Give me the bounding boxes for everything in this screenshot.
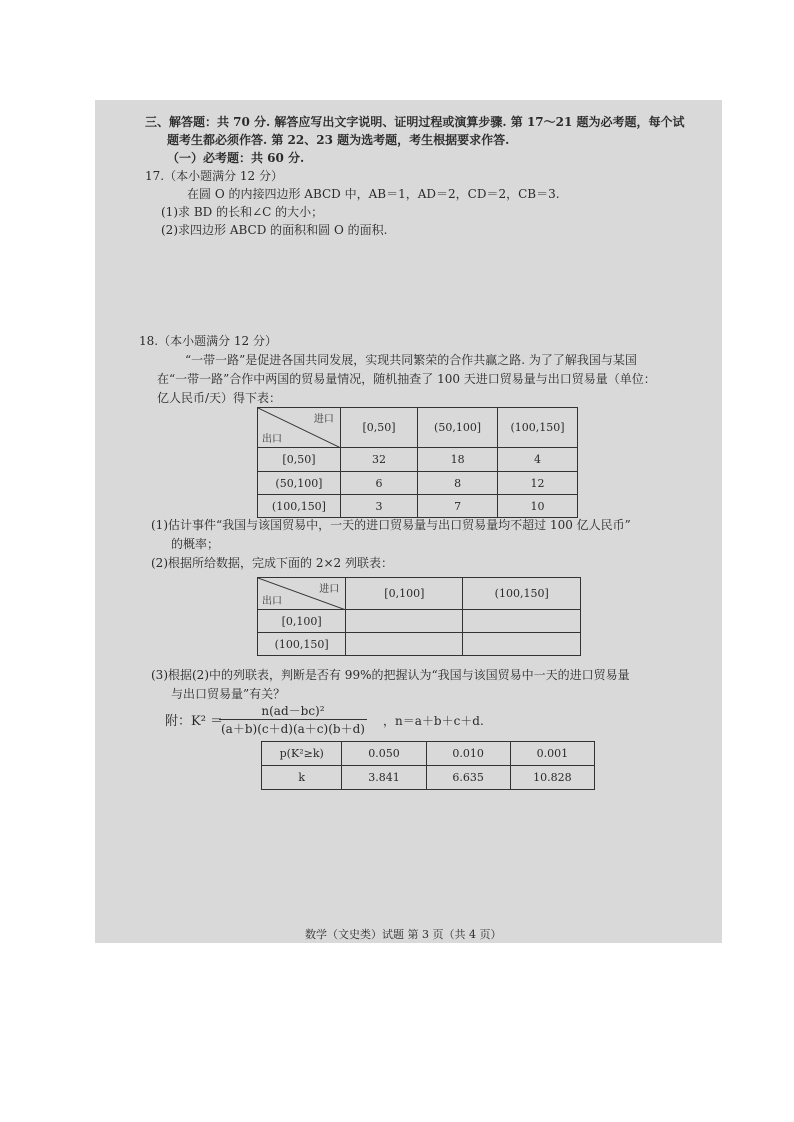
q17-part2: (2)求四边形 ABCD 的面积和圆 O 的面积.: [161, 223, 388, 237]
q18-part3-line1: (3)根据(2)中的列联表，判断是否有 99%的把握认为“我国与该国贸易中一天的进口贸易量: [151, 668, 630, 682]
table-row: [258, 472, 578, 495]
table1-row-label: [0,50]: [258, 448, 341, 472]
page-footer: 数学（文史类）试题 第 3 页（共 4 页）: [305, 928, 502, 941]
table3-cell: 0.010: [426, 742, 510, 766]
q17-stem: 在圆 O 的内接四边形 ABCD 中，AB＝1，AD＝2，CD＝2，CB＝3.: [187, 187, 560, 201]
exam-page: [95, 100, 722, 943]
required-subheading: （一）必考题：共 60 分.: [167, 151, 305, 165]
table2-blank-cell: [346, 610, 463, 633]
trade-volume-table: [257, 407, 578, 518]
table1-cell: 7: [418, 495, 498, 518]
formula-suffix: ，n＝a＋b＋c＋d.: [383, 714, 484, 728]
q18-part2: (2)根据所给数据，完成下面的 2×2 列联表：: [151, 556, 393, 570]
table2-blank-cell: [463, 633, 581, 656]
q18-part1-line1: (1)估计事件“我国与该国贸易中，一天的进口贸易量与出口贸易量均不超过 100 亿人民币”: [151, 518, 631, 532]
contingency-table: [257, 577, 581, 656]
formula-numerator: n(ad－bc)²: [219, 702, 367, 720]
table2-corner-import: 进口: [319, 584, 340, 595]
table1-cell: 4: [497, 448, 577, 472]
table-row: [258, 633, 581, 656]
q18-header: 18.（本小题满分 12 分）: [139, 334, 277, 348]
table1-cell: 8: [418, 472, 498, 495]
table3-cell: 0.050: [342, 742, 426, 766]
table1-cell: 32: [340, 448, 417, 472]
q18-part1-line2: 的概率；: [171, 537, 220, 551]
table1-col-header: (100,150]: [497, 408, 577, 448]
critical-value-table: [261, 741, 595, 790]
table2-blank-cell: [346, 633, 463, 656]
table3-row-label: p(K²≥k): [262, 742, 342, 766]
table1-col-header: [0,50]: [340, 408, 417, 448]
table1-cell: 12: [497, 472, 577, 495]
table3-cell: 10.828: [510, 766, 594, 790]
formula-fraction: [219, 702, 367, 737]
table-row: [258, 448, 578, 472]
table-row: [262, 742, 595, 766]
formula-denominator: (a＋b)(c＋d)(a＋c)(b＋d): [221, 722, 365, 736]
q18-stem-line2: 在“一带一路”合作中两国的贸易量情况，随机抽查了 100 天进口贸易量与出口贸易量（单位：: [157, 372, 656, 386]
table3-cell: 3.841: [342, 766, 426, 790]
table1-corner: [258, 408, 341, 448]
table1-row-label: (50,100]: [258, 472, 341, 495]
table-row: [258, 610, 581, 633]
table-row: [262, 766, 595, 790]
table-row: [258, 495, 578, 518]
table1-row-label: (100,150]: [258, 495, 341, 518]
table2-col-header: (100,150]: [463, 578, 581, 610]
table1-cell: 10: [497, 495, 577, 518]
table2-corner: [258, 578, 346, 610]
table2-blank-cell: [463, 610, 581, 633]
formula-prefix: 附：K² ＝: [165, 714, 224, 729]
q17-part1: (1)求 BD 的长和∠C 的大小；: [161, 205, 324, 219]
table3-cell: 0.001: [510, 742, 594, 766]
section-heading: 三、解答题：共 70 分. 解答应写出文字说明、证明过程或演算步骤. 第 17～21 题为必考题，每个试: [145, 115, 685, 129]
section-instructions: 题考生都必须作答. 第 22、23 题为选考题，考生根据要求作答.: [167, 133, 510, 147]
table3-row-label: k: [262, 766, 342, 790]
table2-corner-export: 出口: [262, 596, 282, 607]
q18-stem-line3: 亿人民币/天）得下表：: [157, 391, 282, 405]
table1-cell: 3: [340, 495, 417, 518]
table1-corner-import: 进口: [313, 414, 334, 425]
q17-header: 17.（本小题满分 12 分）: [145, 169, 283, 183]
table2-col-header: [0,100]: [346, 578, 463, 610]
table1-col-header: (50,100]: [418, 408, 498, 448]
table2-row-label: [0,100]: [258, 610, 346, 633]
table2-row-label: (100,150]: [258, 633, 346, 656]
table1-cell: 6: [340, 472, 417, 495]
table3-cell: 6.635: [426, 766, 510, 790]
q18-stem-line1: “一带一路”是促进各国共同发展，实现共同繁荣的合作共赢之路. 为了了解我国与某国: [185, 353, 637, 367]
q18-part3-line2: 与出口贸易量”有关？: [171, 687, 286, 701]
table1-corner-export: 出口: [262, 434, 282, 445]
table1-cell: 18: [418, 448, 498, 472]
